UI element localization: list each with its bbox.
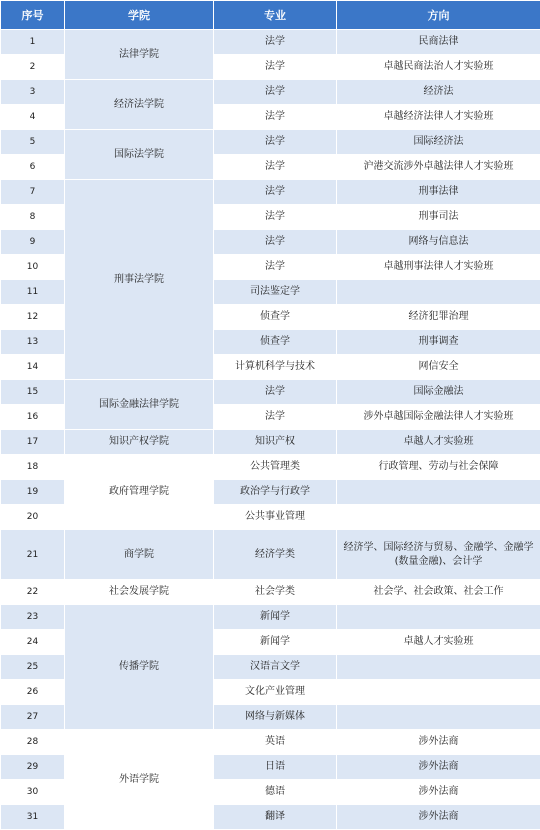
cell-direction: 网信安全 <box>337 355 540 380</box>
cell-direction: 社会学、社会政策、社会工作 <box>337 580 540 605</box>
cell-school: 商学院 <box>65 530 214 580</box>
cell-direction: 国际经济法 <box>337 130 540 155</box>
cell-direction: 刑事法律 <box>337 180 540 205</box>
cell-number: 30 <box>1 780 65 805</box>
cell-major: 知识产权 <box>214 430 337 455</box>
cell-number: 12 <box>1 305 65 330</box>
cell-number: 23 <box>1 605 65 630</box>
cell-direction: 沪港交流涉外卓越法律人才实验班 <box>337 155 540 180</box>
table-row <box>1 30 540 55</box>
cell-number: 1 <box>1 30 65 55</box>
cell-number: 7 <box>1 180 65 205</box>
cell-direction <box>337 605 540 630</box>
cell-direction: 卓越人才实验班 <box>337 630 540 655</box>
cell-direction: 涉外法商 <box>337 805 540 830</box>
cell-direction: 经济犯罪治理 <box>337 305 540 330</box>
cell-major: 法学 <box>214 155 337 180</box>
cell-number: 16 <box>1 405 65 430</box>
cell-direction: 国际金融法 <box>337 380 540 405</box>
table-row <box>1 430 540 455</box>
cell-school: 外语学院 <box>65 730 214 830</box>
cell-number: 24 <box>1 630 65 655</box>
cell-major: 法学 <box>214 405 337 430</box>
cell-major: 法学 <box>214 180 337 205</box>
cell-number: 6 <box>1 155 65 180</box>
cell-direction: 卓越民商法治人才实验班 <box>337 55 540 80</box>
table-row <box>1 530 540 580</box>
table-row <box>1 130 540 155</box>
cell-direction: 卓越人才实验班 <box>337 430 540 455</box>
cell-number: 15 <box>1 380 65 405</box>
cell-direction: 网络与信息法 <box>337 230 540 255</box>
header-direction: 方向 <box>337 1 540 30</box>
cell-major: 法学 <box>214 205 337 230</box>
cell-school: 国际金融法律学院 <box>65 380 214 430</box>
cell-number: 29 <box>1 755 65 780</box>
header-row <box>1 1 540 30</box>
cell-number: 31 <box>1 805 65 830</box>
cell-major: 法学 <box>214 230 337 255</box>
cell-school: 经济法学院 <box>65 80 214 130</box>
cell-direction: 行政管理、劳动与社会保障 <box>337 455 540 480</box>
cell-school: 社会发展学院 <box>65 580 214 605</box>
cell-direction: 卓越刑事法律人才实验班 <box>337 255 540 280</box>
cell-major: 社会学类 <box>214 580 337 605</box>
cell-school: 国际法学院 <box>65 130 214 180</box>
cell-major: 侦查学 <box>214 305 337 330</box>
cell-direction: 经济学、国际经济与贸易、金融学、金融学(数量金融)、会计学 <box>337 530 540 580</box>
cell-direction <box>337 705 540 730</box>
cell-school: 传播学院 <box>65 605 214 730</box>
header-school: 学院 <box>65 1 214 30</box>
cell-direction <box>337 655 540 680</box>
cell-number: 17 <box>1 430 65 455</box>
cell-major: 网络与新媒体 <box>214 705 337 730</box>
cell-major: 法学 <box>214 55 337 80</box>
cell-number: 8 <box>1 205 65 230</box>
cell-number: 18 <box>1 455 65 480</box>
cell-direction: 卓越经济法律人才实验班 <box>337 105 540 130</box>
table-row <box>1 380 540 405</box>
cell-number: 27 <box>1 705 65 730</box>
cell-major: 法学 <box>214 130 337 155</box>
cell-number: 19 <box>1 480 65 505</box>
table-row <box>1 455 540 480</box>
table-row <box>1 605 540 630</box>
table-row <box>1 730 540 755</box>
cell-number: 20 <box>1 505 65 530</box>
cell-major: 计算机科学与技术 <box>214 355 337 380</box>
cell-direction: 涉外法商 <box>337 780 540 805</box>
cell-number: 11 <box>1 280 65 305</box>
cell-number: 22 <box>1 580 65 605</box>
header-major: 专业 <box>214 1 337 30</box>
cell-major: 司法鉴定学 <box>214 280 337 305</box>
cell-major: 新闻学 <box>214 630 337 655</box>
cell-major: 侦查学 <box>214 330 337 355</box>
cell-major: 法学 <box>214 105 337 130</box>
cell-major: 新闻学 <box>214 605 337 630</box>
cell-number: 13 <box>1 330 65 355</box>
cell-direction: 涉外卓越国际金融法律人才实验班 <box>337 405 540 430</box>
cell-school: 知识产权学院 <box>65 430 214 455</box>
cell-major: 法学 <box>214 80 337 105</box>
cell-direction: 经济法 <box>337 80 540 105</box>
cell-major: 公共管理类 <box>214 455 337 480</box>
cell-direction <box>337 505 540 530</box>
header-number: 序号 <box>1 1 65 30</box>
cell-major: 法学 <box>214 380 337 405</box>
cell-major: 德语 <box>214 780 337 805</box>
cell-direction <box>337 680 540 705</box>
cell-direction <box>337 480 540 505</box>
cell-number: 14 <box>1 355 65 380</box>
cell-school: 法律学院 <box>65 30 214 80</box>
cell-number: 5 <box>1 130 65 155</box>
cell-school: 政府管理学院 <box>65 455 214 530</box>
cell-number: 4 <box>1 105 65 130</box>
cell-major: 公共事业管理 <box>214 505 337 530</box>
cell-direction: 刑事司法 <box>337 205 540 230</box>
cell-number: 3 <box>1 80 65 105</box>
cell-major: 经济学类 <box>214 530 337 580</box>
cell-number: 21 <box>1 530 65 580</box>
cell-major: 法学 <box>214 255 337 280</box>
cell-number: 25 <box>1 655 65 680</box>
cell-direction <box>337 280 540 305</box>
cell-major: 翻译 <box>214 805 337 830</box>
cell-major: 政治学与行政学 <box>214 480 337 505</box>
cell-number: 9 <box>1 230 65 255</box>
cell-major: 日语 <box>214 755 337 780</box>
cell-direction: 民商法律 <box>337 30 540 55</box>
cell-school: 刑事法学院 <box>65 180 214 380</box>
table-row <box>1 180 540 205</box>
cell-number: 2 <box>1 55 65 80</box>
table-row <box>1 580 540 605</box>
cell-number: 10 <box>1 255 65 280</box>
cell-direction: 刑事调查 <box>337 330 540 355</box>
cell-number: 26 <box>1 680 65 705</box>
cell-major: 文化产业管理 <box>214 680 337 705</box>
cell-direction: 涉外法商 <box>337 755 540 780</box>
cell-major: 汉语言文学 <box>214 655 337 680</box>
cell-direction: 涉外法商 <box>337 730 540 755</box>
cell-number: 28 <box>1 730 65 755</box>
cell-major: 英语 <box>214 730 337 755</box>
table-row <box>1 80 540 105</box>
cell-major: 法学 <box>214 30 337 55</box>
